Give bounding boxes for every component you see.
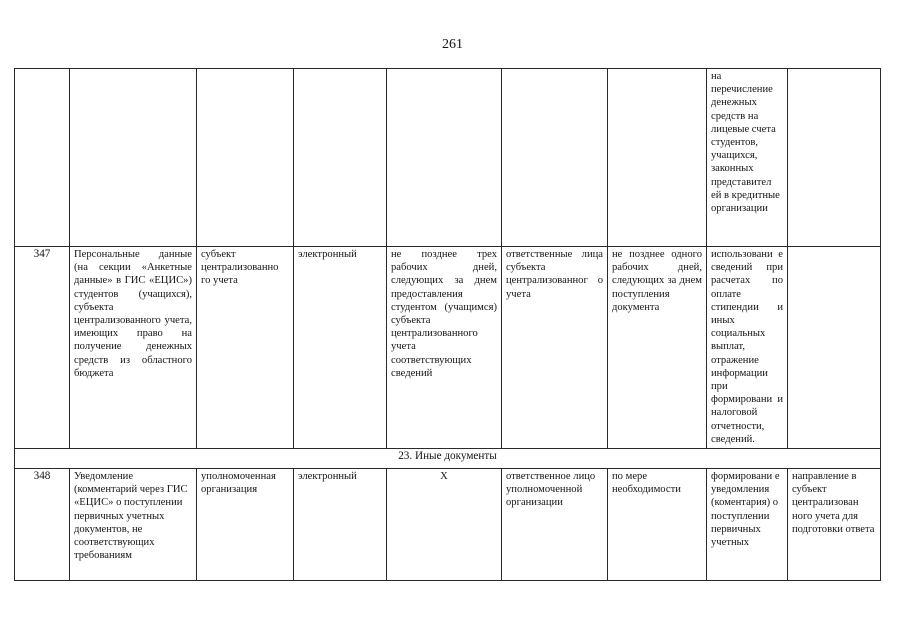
table-row-347 [15, 247, 881, 449]
table-row-continuation [15, 69, 881, 247]
cell-responsible: уполномоченная организация [197, 469, 294, 581]
page-number: 261 [442, 37, 463, 52]
cell-purpose: формировани е уведомления (коментария) о поступлении первичных учетных [707, 469, 788, 581]
cell-form: электронный [294, 469, 387, 581]
cell-form [294, 69, 387, 247]
row-number: 348 [15, 469, 70, 581]
cell-responsible [197, 69, 294, 247]
cell-deadline [387, 69, 502, 247]
cell-data-name: Персональные данные (на секции «Анкетные данные» в ГИС «ЕЦИС») студентов (учащихся), субъекта централизованного учета, имеющих право на получение денежных средств из областного бюджета [70, 247, 197, 449]
cell-term: по мере необходимости [608, 469, 707, 581]
cell-responsible: субъект централизованно го учета [197, 247, 294, 449]
cell-data-name [70, 69, 197, 247]
cell-note [788, 69, 881, 247]
table-row-348 [15, 469, 881, 581]
row-number: 347 [15, 247, 70, 449]
cell-form: электронный [294, 247, 387, 449]
document-table [14, 68, 881, 581]
cell-term: не позднее одного рабочих дней, следующих за днем поступления документа [608, 247, 707, 449]
cell-num [15, 69, 70, 247]
cell-receiver: ответственные лица субъекта централизованног о учета [502, 247, 608, 449]
cell-purpose: на перечисление денежных средств на лицевые счета студентов, учащихся, законных представител ей в кредитные организации [707, 69, 788, 247]
cell-term [608, 69, 707, 247]
section-row [15, 449, 881, 469]
cell-note: направление в субъект централизован ного учета для подготовки ответа [788, 469, 881, 581]
cell-purpose: использовани е сведений при расчетах по оплате стипендии и иных социальных выплат, отражение информации при формировани и налоговой отчетности, сведений. [707, 247, 788, 449]
cell-deadline: не позднее трех рабочих дней, следующих за днем предоставления студентом (учащимся) субъекта централизованного учета соответствующих сведений [387, 247, 502, 449]
section-title: 23. Иные документы [15, 449, 881, 469]
cell-deadline: X [387, 469, 502, 581]
cell-data-name: Уведомление (комментарий через ГИС «ЕЦИС» о поступлении первичных учетных документов, не соответствующих требованиям [70, 469, 197, 581]
cell-receiver [502, 69, 608, 247]
cell-receiver: ответственное лицо уполномоченной организации [502, 469, 608, 581]
cell-note [788, 247, 881, 449]
